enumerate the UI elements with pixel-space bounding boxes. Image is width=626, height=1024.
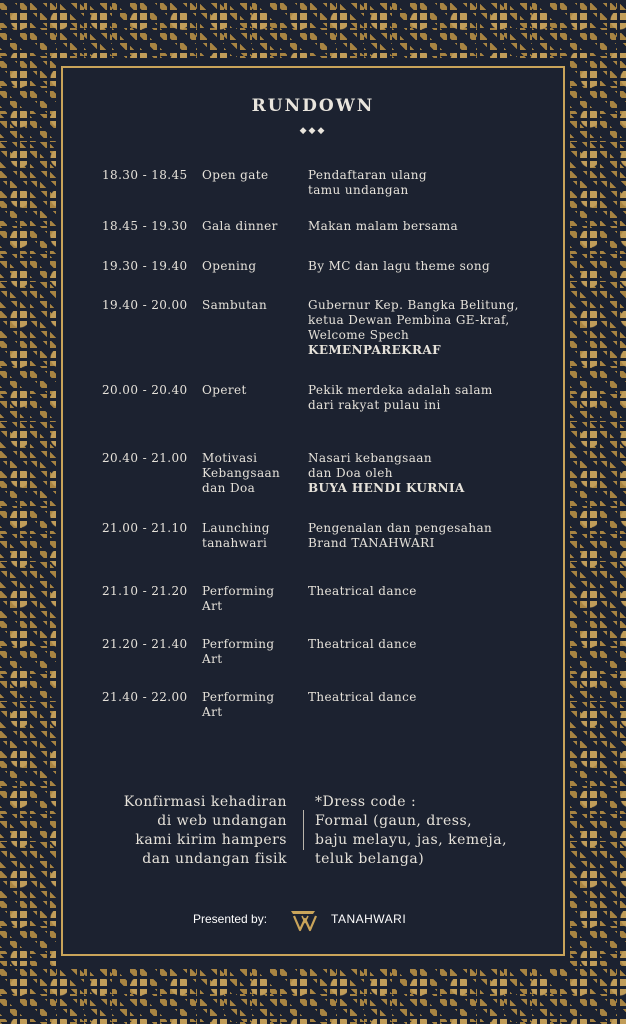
row-description: Theatrical dance: [308, 584, 417, 598]
row-description-text: Nasari kebangsaan dan Doa oleh: [308, 451, 432, 480]
presented-by: [193, 907, 493, 933]
ornamental-border-left: [0, 58, 56, 966]
row-event: Launching tanahwari: [202, 521, 270, 550]
row-event: Opening: [202, 259, 257, 273]
row-time: 21.40 - 22.00: [102, 690, 188, 704]
confirmation-note: Konfirmasi kehadiran di web undangan kami kirim hampers dan undangan fisik: [123, 794, 287, 867]
row-event: Performing Art: [202, 690, 275, 719]
row-description: [308, 298, 548, 358]
row-description: Pendaftaran ulang tamu undangan: [308, 168, 427, 197]
row-time: 19.40 - 20.00: [102, 298, 188, 312]
row-time: 20.40 - 21.00: [102, 451, 188, 465]
row-description: Pengenalan dan pengesahan Brand TANAHWARI: [308, 521, 493, 550]
row-description: Makan malam bersama: [308, 219, 459, 233]
row-description-text: Gubernur Kep. Bangka Belitung, ketua Dewan Pembina GE-kraf, Welcome Spech: [308, 298, 519, 342]
ornamental-border-right: [570, 58, 626, 966]
dress-code-note: *Dress code : Formal (gaun, dress, baju melayu, jas, kemeja, teluk belanga): [315, 794, 508, 867]
tanahwari-logo-icon: [289, 907, 321, 933]
row-time: 21.00 - 21.10: [102, 521, 188, 535]
row-time: 20.00 - 20.40: [102, 383, 188, 397]
ornamental-border-bottom: [0, 966, 626, 1024]
row-description-highlight: BUYA HENDI KURNIA: [308, 481, 465, 495]
row-time: 18.45 - 19.30: [102, 219, 188, 233]
page-title: RUNDOWN: [251, 96, 375, 116]
footer-divider: [303, 810, 304, 850]
row-time: 18.30 - 18.45: [102, 168, 188, 182]
row-description: [308, 451, 548, 496]
row-time: 21.20 - 21.40: [102, 637, 188, 651]
row-event: Performing Art: [202, 584, 275, 613]
row-description: Theatrical dance: [308, 690, 417, 704]
row-time: 19.30 - 19.40: [102, 259, 188, 273]
row-event: Gala dinner: [202, 219, 278, 233]
row-event: Performing Art: [202, 637, 275, 666]
row-event: Operet: [202, 383, 247, 397]
row-description: Pekik merdeka adalah salam dari rakyat pulau ini: [308, 383, 493, 412]
row-event: Sambutan: [202, 298, 268, 312]
row-description-highlight: KEMENPAREKRAF: [308, 343, 441, 357]
ornamental-border-top: [0, 0, 626, 58]
rundown-panel: [61, 66, 565, 956]
brand-name: TANAHWARI: [331, 912, 407, 926]
row-time: 21.10 - 21.20: [102, 584, 188, 598]
title-ornament: ◆◆◆: [299, 126, 327, 136]
row-description: By MC dan lagu theme song: [308, 259, 491, 273]
row-event: Motivasi Kebangsaan dan Doa: [202, 451, 281, 495]
presented-by-label: Presented by:: [193, 912, 268, 926]
row-event: Open gate: [202, 168, 269, 182]
row-description: Theatrical dance: [308, 637, 417, 651]
